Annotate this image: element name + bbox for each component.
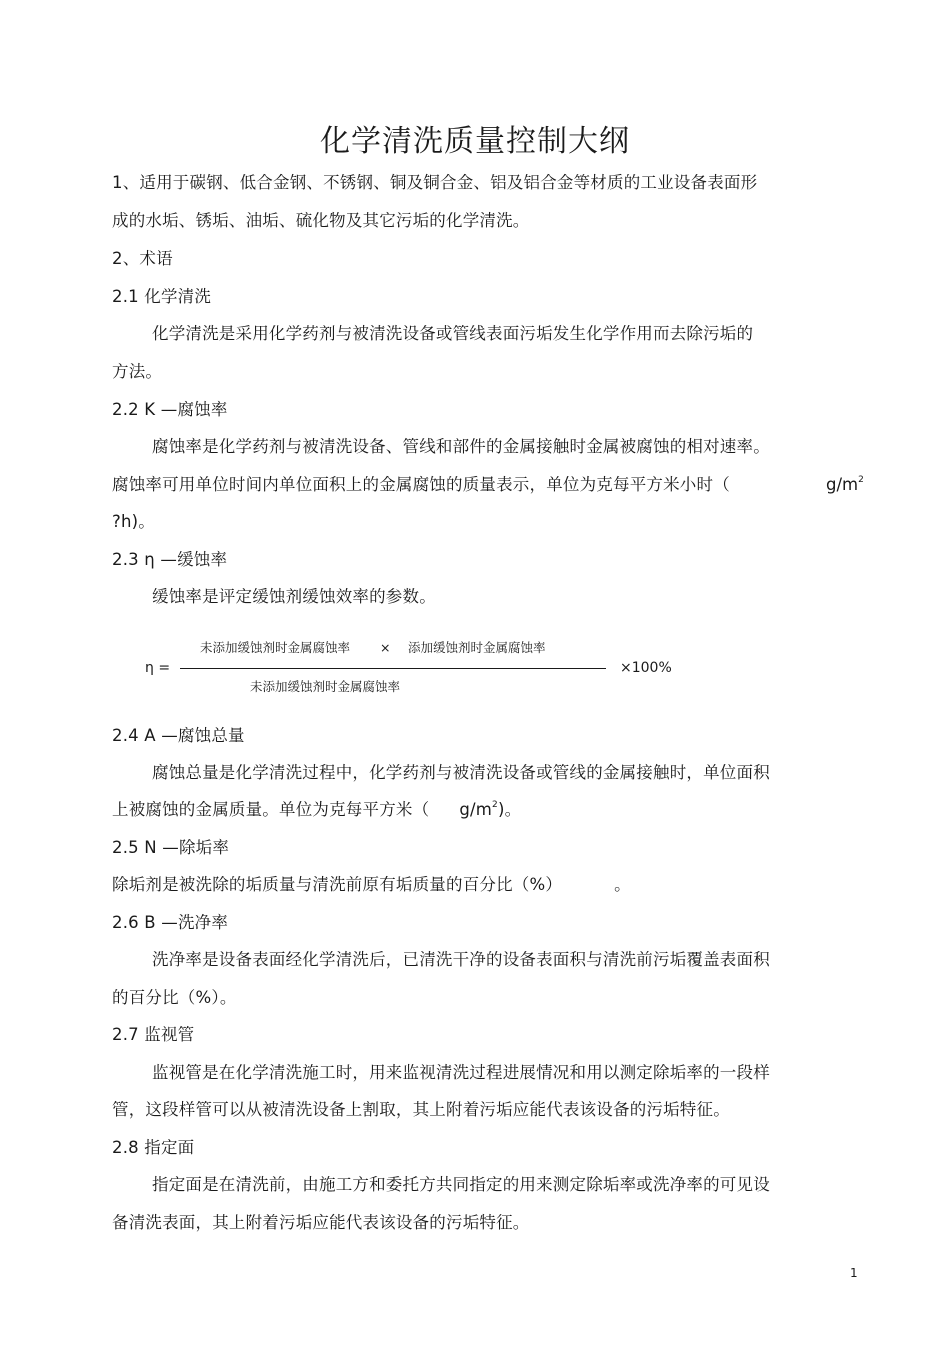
section-2-8-heading: 2.8 指定面 bbox=[112, 1138, 195, 1157]
formula-numerator-a: 未添加缓蚀剂时金属腐蚀率 bbox=[200, 640, 351, 655]
formula-operator: × bbox=[380, 640, 391, 655]
section-2-1-heading: 2.1 化学清洗 bbox=[112, 287, 212, 306]
section-2-1-line-2: 方法。 bbox=[112, 362, 163, 381]
section-2-2-line-2: 腐蚀率可用单位时间内单位面积上的金属腐蚀的质量表示，单位为克每平方米小时（ bbox=[112, 475, 730, 494]
section-2-7-heading: 2.7 监视管 bbox=[112, 1025, 195, 1044]
section-2-3-heading: 2.3 η —缓蚀率 bbox=[112, 550, 228, 569]
section-2-4-heading: 2.4 A —腐蚀总量 bbox=[112, 726, 245, 745]
section-2-2-line-1: 腐蚀率是化学药剂与被清洗设备、管线和部件的金属接触时金属被腐蚀的相对速率。 bbox=[152, 437, 770, 456]
unit-superscript: 2 bbox=[492, 800, 498, 810]
section-2-6-line-1: 洗净率是设备表面经化学清洗后，已清洗干净的设备表面积与清洗前污垢覆盖表面积 bbox=[152, 950, 770, 969]
section-2-3-line-1: 缓蚀率是评定缓蚀剂缓蚀效率的参数。 bbox=[152, 587, 436, 606]
section-2-6-heading: 2.6 B —洗净率 bbox=[112, 913, 229, 932]
page-number: 1 bbox=[850, 1266, 858, 1280]
section-2-4-line-1: 腐蚀总量是化学清洗过程中，化学药剂与被清洗设备或管线的金属接触时，单位面积 bbox=[152, 763, 770, 782]
section-2-5-heading: 2.5 N —除垢率 bbox=[112, 838, 230, 857]
formula-lhs: η = bbox=[145, 660, 171, 676]
formula-multiplier: ×100% bbox=[620, 660, 672, 676]
section-2-2-heading: 2.2 K —腐蚀率 bbox=[112, 400, 228, 419]
section-2-2-unit: $g/m^2$ bbox=[826, 475, 864, 494]
page-title: 化学清洗质量控制大纲 bbox=[320, 124, 630, 159]
formula-fraction-bar bbox=[180, 668, 606, 669]
unit-superscript: 2 bbox=[858, 475, 864, 485]
section-2-5-line-1: 除垢剂是被洗除的垢质量与清洗前原有垢质量的百分比（%） 。 bbox=[112, 875, 631, 894]
paragraph-1-line-2: 成的水垢、锈垢、油垢、硫化物及其它污垢的化学清洗。 bbox=[112, 211, 530, 230]
section-2-2-line-3: ?h)。 bbox=[112, 512, 155, 531]
section-2-1-line-1: 化学清洗是采用化学药剂与被清洗设备或管线表面污垢发生化学作用而去除污垢的 bbox=[152, 324, 754, 343]
section-2-8-line-1: 指定面是在清洗前，由施工方和委托方共同指定的用来测定除垢率或洗净率的可见设 bbox=[152, 1175, 770, 1194]
formula-numerator-b: 添加缓蚀剂时金属腐蚀率 bbox=[408, 640, 546, 655]
section-2-4-line-2: 上被腐蚀的金属质量。单位为克每平方米（ $g/m^2$)。 bbox=[112, 800, 522, 819]
section-2-6-line-2: 的百分比（%）。 bbox=[112, 988, 237, 1007]
paragraph-1-line-1: 1、适用于碳钢、低合金钢、不锈钢、铜及铜合金、铝及铝合金等材质的工业设备表面形 bbox=[112, 173, 758, 192]
section-2-heading: 2、术语 bbox=[112, 249, 173, 268]
section-2-7-line-2: 管，这段样管可以从被清洗设备上割取，其上附着污垢应能代表该设备的污垢特征。 bbox=[112, 1100, 730, 1119]
section-2-8-line-2: 备清洗表面，其上附着污垢应能代表该设备的污垢特征。 bbox=[112, 1213, 530, 1232]
section-2-7-line-1: 监视管是在化学清洗施工时，用来监视清洗过程进展情况和用以测定除垢率的一段样 bbox=[152, 1063, 770, 1082]
formula-denominator: 未添加缓蚀剂时金属腐蚀率 bbox=[250, 679, 401, 694]
